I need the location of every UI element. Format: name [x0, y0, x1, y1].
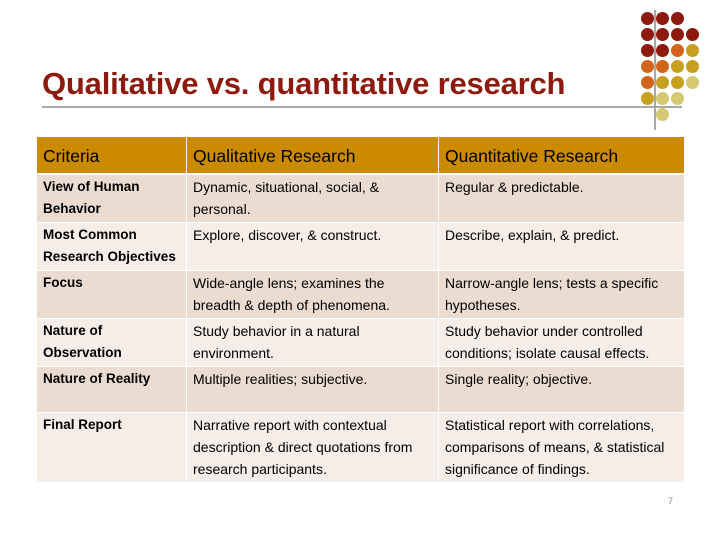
decor-dot [641, 12, 654, 25]
comparison-table [36, 136, 685, 483]
quantitative-cell: Single reality; objective. [439, 367, 685, 413]
table-row [37, 367, 685, 413]
header-criteria: Criteria [37, 137, 187, 175]
criteria-cell: Nature of Observation [37, 319, 187, 367]
qualitative-cell: Explore, discover, & construct. [187, 223, 439, 271]
quantitative-cell: Study behavior under controlled conditions; isolate causal effects. [439, 319, 685, 367]
quantitative-cell: Describe, explain, & predict. [439, 223, 685, 271]
decor-dot [656, 12, 669, 25]
decor-dot [641, 44, 654, 57]
decorative-vertical-rule [654, 10, 656, 130]
criteria-cell: Most Common Research Objectives [37, 223, 187, 271]
header-qualitative: Qualitative Research [187, 137, 439, 175]
page-number: 7 [668, 496, 674, 506]
decor-dot [671, 92, 684, 105]
criteria-cell: Final Report [37, 413, 187, 483]
qualitative-cell: Study behavior in a natural environment. [187, 319, 439, 367]
decor-dot [656, 60, 669, 73]
qualitative-cell: Wide-angle lens; examines the breadth & depth of phenomena. [187, 271, 439, 319]
decor-dot [641, 28, 654, 41]
decor-dot [686, 76, 699, 89]
criteria-cell: Focus [37, 271, 187, 319]
decor-dot [656, 28, 669, 41]
decor-dot [656, 44, 669, 57]
quantitative-cell: Narrow-angle lens; tests a specific hypotheses. [439, 271, 685, 319]
table-header-row [37, 137, 685, 175]
slide-title: Qualitative vs. quantitative research [42, 66, 566, 101]
criteria-cell: Nature of Reality [37, 367, 187, 413]
table-row [37, 271, 685, 319]
decor-dot [641, 76, 654, 89]
decor-dot [686, 44, 699, 57]
quantitative-cell: Regular & predictable. [439, 174, 685, 223]
criteria-cell: View of Human Behavior [37, 174, 187, 223]
qualitative-cell: Narrative report with contextual description & direct quotations from research participants. [187, 413, 439, 483]
decor-dot [671, 60, 684, 73]
decorative-dot-grid [636, 8, 716, 118]
decor-dot [686, 28, 699, 41]
decor-dot [671, 76, 684, 89]
quantitative-cell: Statistical report with correlations, comparisons of means, & statistical significance of findings. [439, 413, 685, 483]
title-underline-rule [42, 106, 682, 108]
decor-dot [671, 12, 684, 25]
decor-dot [686, 60, 699, 73]
decor-dot [671, 28, 684, 41]
decor-dot [656, 92, 669, 105]
decor-dot [656, 108, 669, 121]
table-row [37, 223, 685, 271]
qualitative-cell: Dynamic, situational, social, & personal. [187, 174, 439, 223]
decor-dot [671, 44, 684, 57]
table-row [37, 413, 685, 483]
decor-dot [641, 60, 654, 73]
decor-dot [641, 92, 654, 105]
table-row [37, 319, 685, 367]
table-row [37, 174, 685, 223]
header-quantitative: Quantitative Research [439, 137, 685, 175]
qualitative-cell: Multiple realities; subjective. [187, 367, 439, 413]
decor-dot [656, 76, 669, 89]
